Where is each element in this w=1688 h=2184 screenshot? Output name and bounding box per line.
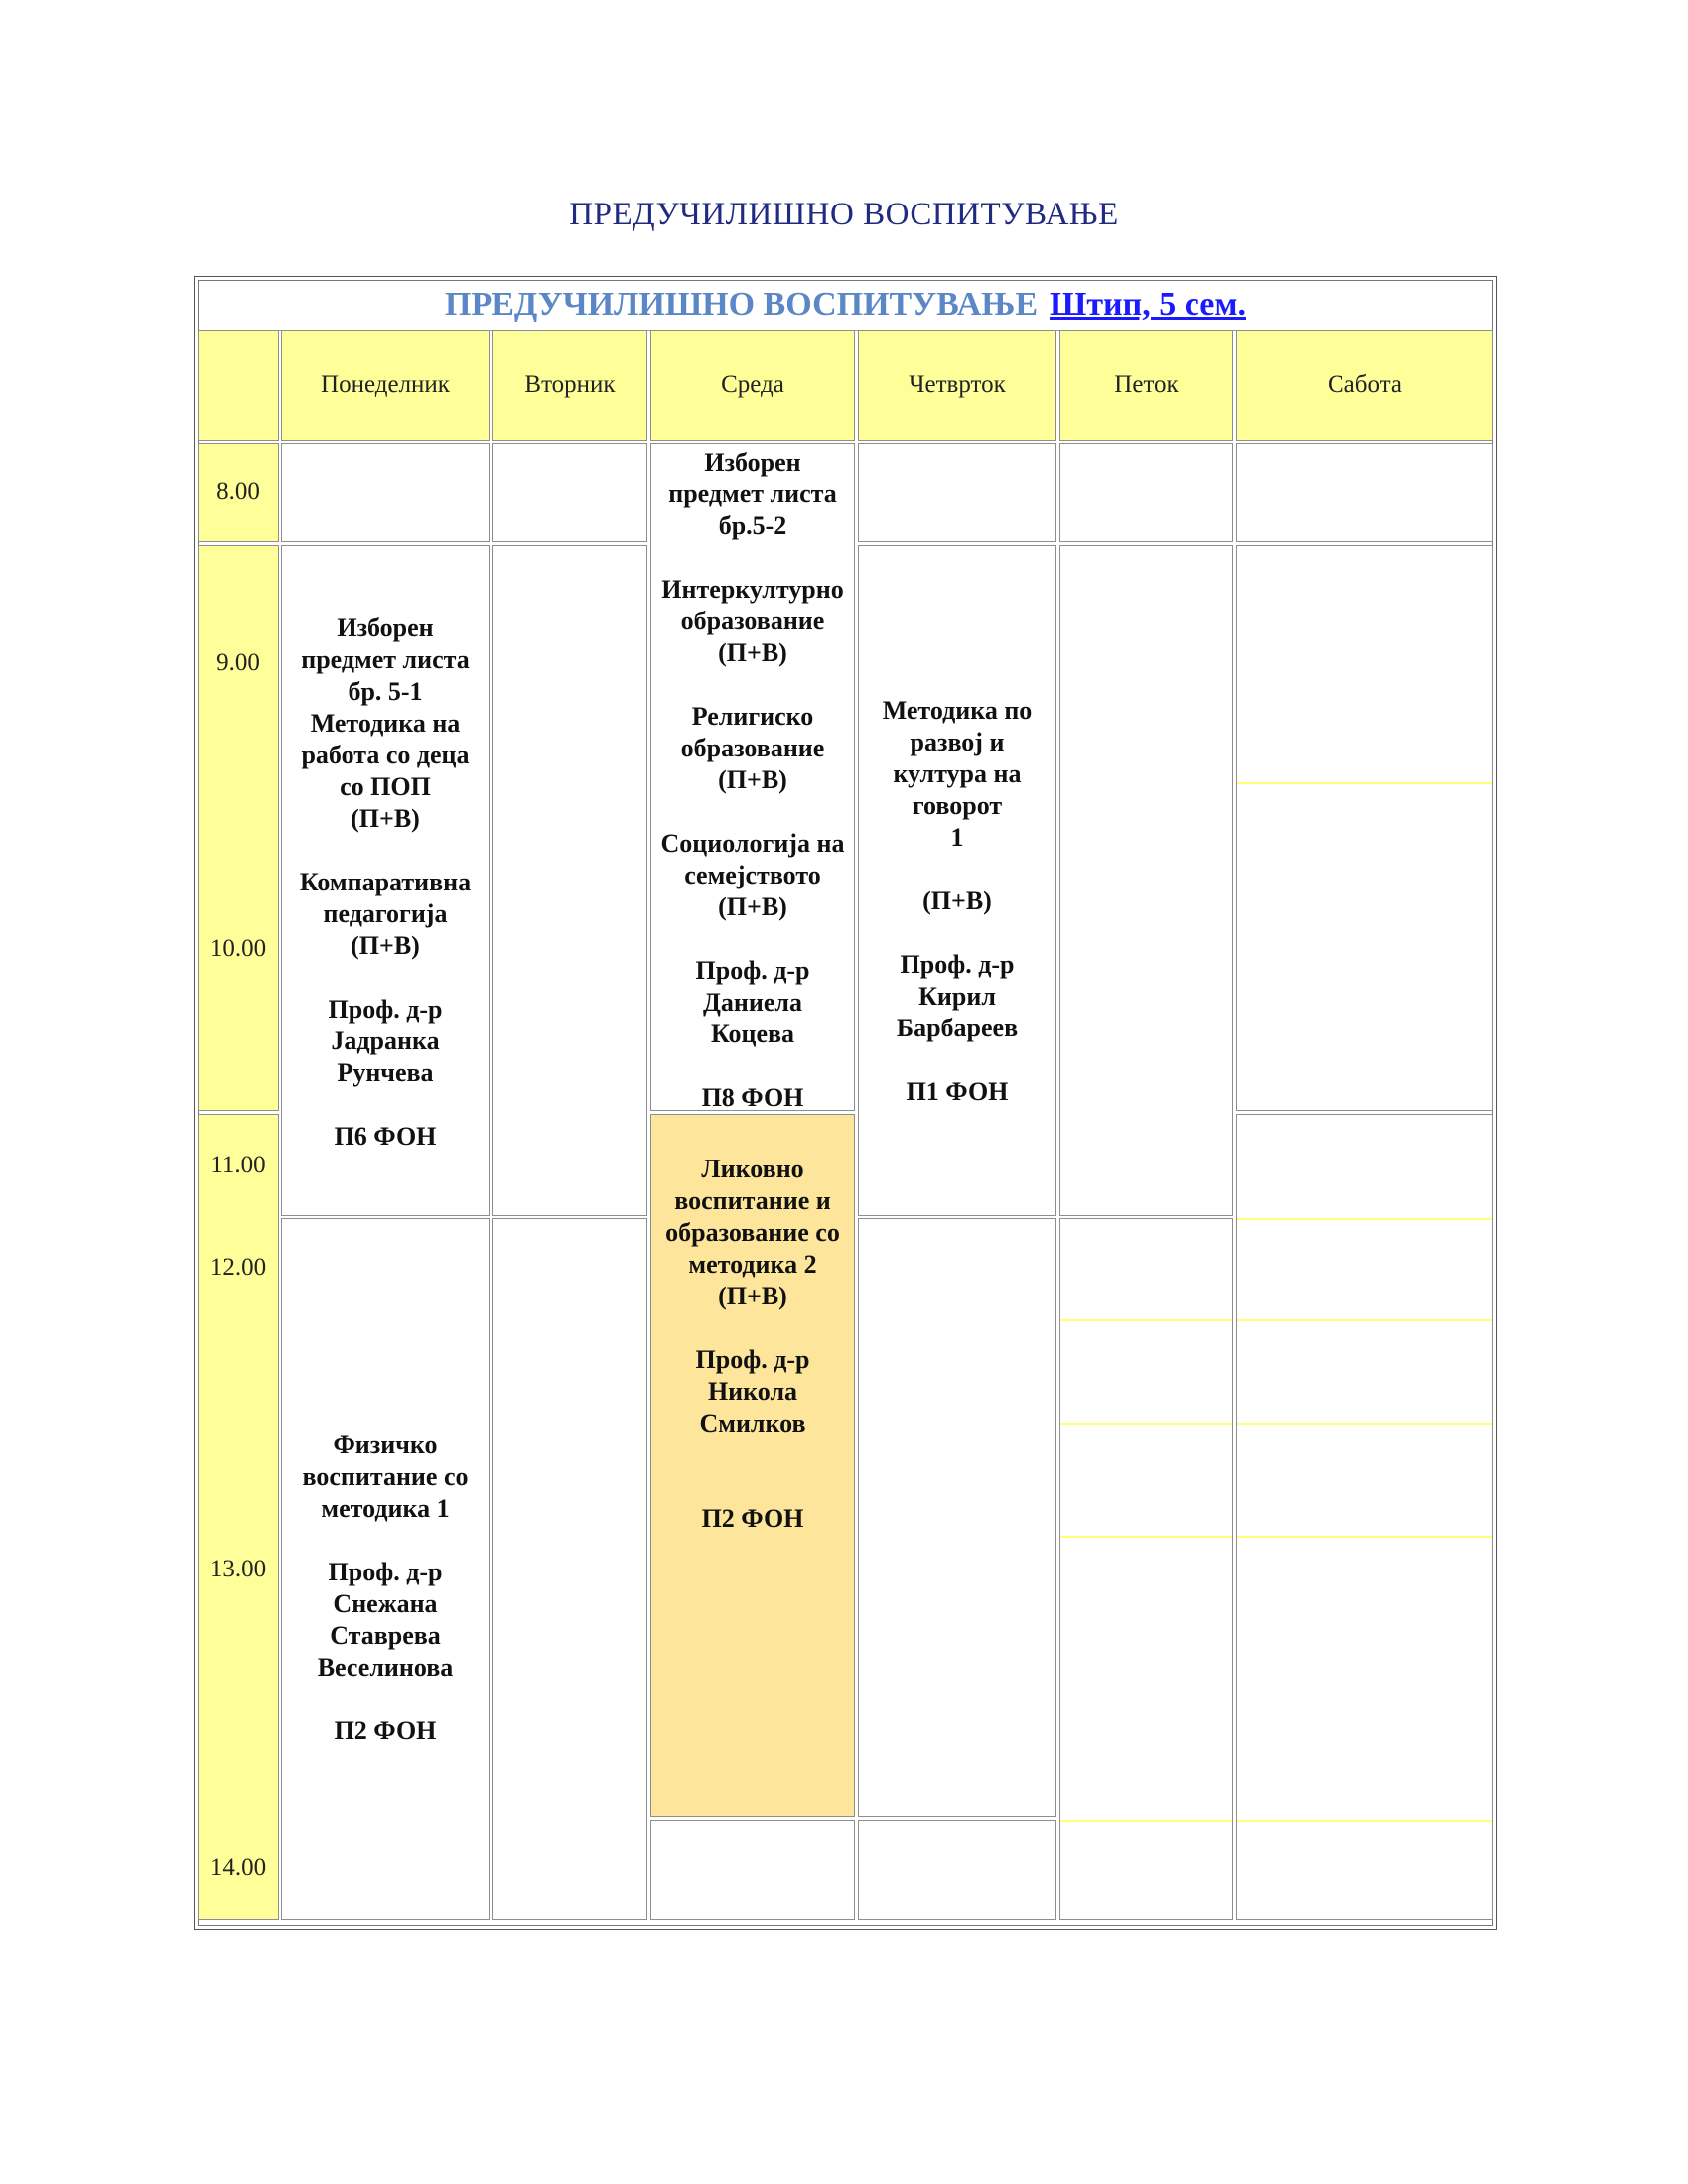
time-label-8: 8.00	[216, 478, 260, 505]
table-banner	[198, 280, 1493, 331]
day-label-monday: Понеделник	[321, 371, 450, 398]
time-label-13: 13.00	[210, 1556, 267, 1582]
monday-empty-cell	[281, 443, 490, 542]
thursday-empty-cell	[858, 1820, 1056, 1920]
time-label-11: 11.00	[211, 1152, 266, 1178]
time-cell	[198, 1114, 279, 1920]
course-thursday: Методика по развој и култура на говорот 1 (П+В) Проф. д-р Кирил Барбареев П1 ФОН	[882, 696, 1033, 1106]
day-label-thursday: Четврток	[909, 371, 1006, 398]
course-monday-afternoon: Физичко воспитание со методика 1 Проф. д-р Снежана Ставрева Веселинова П2 ФОН	[302, 1431, 469, 1745]
course-wednesday-morning: Изборен предмет листа бр.5-2 Интеркултурно образование (П+В) Религиско образование (П+В) Социологија на семејството (П+В) Проф. д-р Даниела Коцева П8 ФОН	[660, 448, 845, 1112]
time-cell	[198, 545, 279, 1111]
saturday-empty-cell	[1236, 443, 1493, 542]
friday-empty-cell	[1059, 1218, 1233, 1920]
thursday-empty-cell	[858, 443, 1056, 542]
thursday-empty-cell	[858, 1218, 1056, 1817]
saturday-empty-cell	[1236, 1114, 1493, 1920]
course-wednesday-afternoon: Ликовно воспитание и образование со методика 2 (П+В) Проф. д-р Никола Смилков П2 ФОН	[665, 1155, 840, 1533]
time-header-cell	[198, 330, 279, 441]
banner-title: ПРЕДУЧИЛИШНО ВОСПИТУВАЊЕ	[445, 286, 1039, 323]
time-label-14: 14.00	[210, 1854, 267, 1881]
tuesday-empty-cell	[492, 1218, 647, 1920]
day-label-wednesday: Среда	[721, 371, 784, 398]
time-label-9: 9.00	[216, 649, 260, 676]
saturday-empty-cell	[1236, 545, 1493, 1111]
page-title: ПРЕДУЧИЛИШНО ВОСПИТУВАЊЕ	[569, 197, 1119, 232]
banner-link[interactable]: Штип, 5 сем.	[1050, 286, 1246, 323]
time-label-10: 10.00	[210, 935, 267, 962]
day-label-friday: Петок	[1114, 371, 1179, 398]
tuesday-empty-cell	[492, 443, 647, 542]
wednesday-empty-cell	[650, 1820, 855, 1920]
friday-empty-cell	[1059, 545, 1233, 1216]
day-label-tuesday: Вторник	[524, 371, 616, 398]
day-label-saturday: Сабота	[1328, 371, 1402, 398]
tuesday-empty-cell	[492, 545, 647, 1216]
friday-empty-cell	[1059, 443, 1233, 542]
time-label-12: 12.00	[210, 1254, 267, 1281]
course-monday-morning: Изборен предмет листа бр. 5-1 Методика на работа со деца со ПОП (П+В) Компаративна педагогија (П+В) Проф. д-р Јадранка Рунчева П6 ФОН	[299, 614, 472, 1151]
